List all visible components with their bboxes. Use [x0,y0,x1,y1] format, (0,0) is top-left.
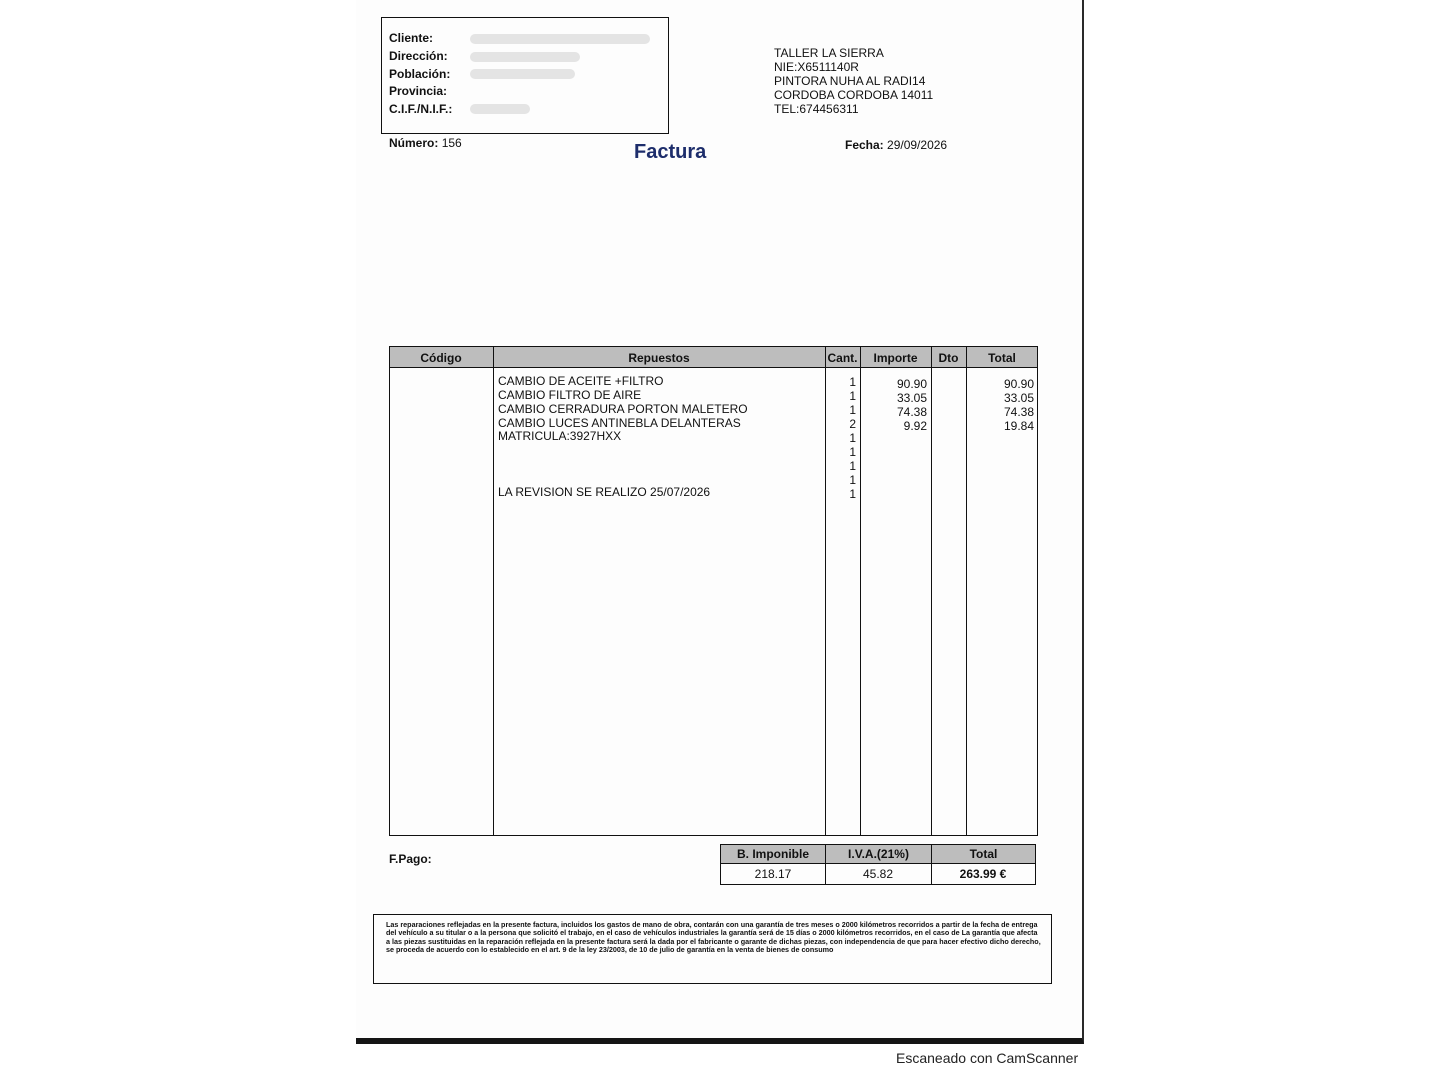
redacted-address [470,52,580,62]
city-label: Población: [389,67,451,81]
header-total: Total [988,351,1016,365]
row-description: CAMBIO DE ACEITE +FILTRO [498,374,664,388]
row-total: 19.84 [1003,419,1034,433]
row-price: 90.90 [896,377,927,391]
redacted-client-name [470,34,650,44]
invoice-date-label: Fecha: [845,138,884,152]
row-description: CAMBIO FILTRO DE AIRE [498,388,642,402]
issuer-city: CORDOBA CORDOBA 14011 [774,88,934,102]
issuer-block [774,46,933,116]
row-price: 9.92 [903,419,927,433]
issuer-name: TALLER LA SIERRA [774,46,884,60]
row-quantity: 1 [849,445,856,459]
row-quantity: 1 [849,473,856,487]
row-price: 74.38 [896,405,927,419]
invoice-date-value: 29/09/2026 [887,138,948,152]
row-total: 74.38 [1003,405,1034,419]
payment-method-label: F.Pago: [389,852,432,866]
invoice-number [389,136,462,150]
header-cant: Cant. [827,351,858,365]
row-quantity: 1 [849,459,856,473]
tax-id-label: C.I.F./N.I.F.: [389,102,453,116]
row-description: LA REVISION SE REALIZO 25/07/2026 [498,485,711,499]
header-codigo: Código [420,351,462,365]
warranty-notice [373,914,1052,984]
address-label: Dirección: [389,49,448,63]
row-description: CAMBIO CERRADURA PORTON MALETERO [498,402,748,416]
invoice-number-label: Número: [389,136,439,150]
taxable-base-value: 218.17 [720,864,826,885]
column-divider [493,346,494,836]
row-quantity: 1 [849,375,856,389]
invoice-date [845,138,947,152]
vat-header: I.V.A.(21%) [825,844,932,864]
row-quantity: 1 [849,487,856,501]
client-label: Cliente: [389,31,434,45]
province-label: Provincia: [389,84,448,98]
row-quantity: 2 [849,417,856,431]
redacted-city [470,69,575,79]
vat-value: 45.82 [825,864,932,885]
redacted-tax-id [470,104,530,114]
taxable-base-header: B. Imponible [720,844,826,864]
row-total: 33.05 [1003,391,1034,405]
issuer-address: PINTORA NUHA AL RADI14 [774,74,926,88]
row-quantity: 1 [849,389,856,403]
scanner-watermark: Escaneado con CamScanner [896,1050,1079,1066]
row-total: 90.90 [1003,377,1034,391]
row-description: CAMBIO LUCES ANTINEBLA DELANTERAS [498,416,741,430]
grand-total-header: Total [931,844,1036,864]
header-importe: Importe [873,351,918,365]
header-repuestos: Repuestos [628,351,690,365]
invoice-number-value: 156 [441,136,462,150]
invoice-title: Factura [634,141,707,163]
row-price: 33.05 [896,391,927,405]
row-description: MATRICULA:3927HXX [498,429,622,443]
row-quantity: 1 [849,431,856,445]
issuer-phone: TEL:674456311 [774,102,859,116]
row-quantity: 1 [849,403,856,417]
grand-total-value: 263.99 € [931,864,1036,885]
issuer-nie: NIE:X6511140R [774,60,859,74]
warranty-text: Las reparaciones reflejadas en la presente factura, incluidos los gastos de mano de obra, contarán con una garantía de tres meses o 2000 kilómetros recorridos a partir de la fecha de entrega del vehículo a su titular o a la persona que solicitó el trabajo, en el caso de vehículos industriales la garantía será de 15 días o 2000 kilómetros recorridos, en el caso de La garantía que afecta a las piezas sustituidas en la reparación reflejada en la presente factura será la dada por el fabricante o garante de dichas piezas, con independencia de que para hacer efectivo dicho derecho, se proceda de acuerdo con lo establecido en el art. 9 de la ley 23/2003, de 10 de julio de garantía en la venta de bienes de consumo [386,920,1041,955]
header-dto: Dto [938,351,959,365]
column-divider [931,346,932,836]
